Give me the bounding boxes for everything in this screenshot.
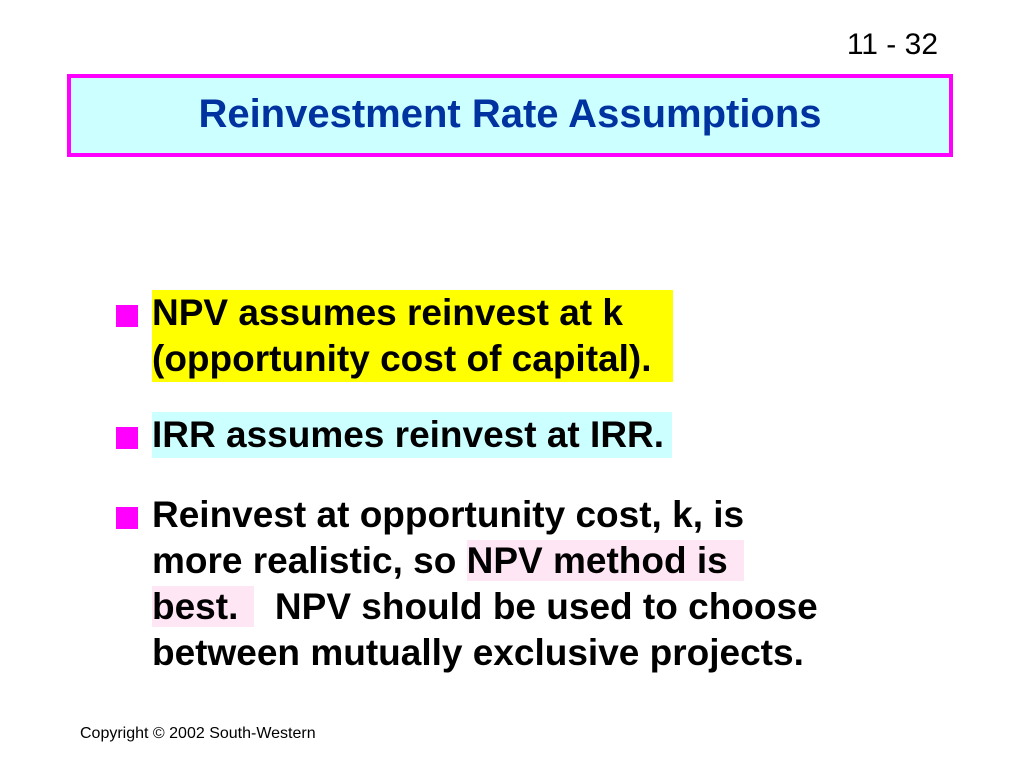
bullet-text	[152, 290, 673, 382]
highlight-pink: best.	[152, 586, 254, 627]
bullet-line-text: more realistic, so	[152, 540, 467, 581]
highlight-yellow	[152, 290, 673, 382]
bullet-text	[152, 412, 672, 458]
slide-title: Reinvestment Rate Assumptions	[198, 92, 822, 136]
bullet-line: NPV assumes reinvest at k	[152, 292, 623, 333]
bullet-line: (opportunity cost of capital).	[152, 338, 652, 379]
bullet-line: Reinvest at opportunity cost, k, is	[152, 494, 745, 535]
highlight-pink: NPV method is	[467, 540, 744, 581]
square-bullet-icon	[116, 507, 138, 529]
square-bullet-icon	[116, 305, 138, 327]
slide-number: 11 - 32	[846, 28, 938, 61]
title-box	[67, 74, 953, 157]
bullet-line: between mutually exclusive projects.	[152, 632, 804, 673]
bullet-text	[152, 492, 818, 676]
square-bullet-icon	[116, 427, 138, 449]
bullet-line	[152, 538, 818, 584]
bullet-line-text: NPV should be used to choose	[254, 586, 818, 627]
bullet-line: IRR assumes reinvest at IRR.	[152, 412, 672, 458]
bullet-line	[152, 584, 818, 630]
copyright-footer: Copyright © 2002 South-Western	[80, 725, 316, 742]
